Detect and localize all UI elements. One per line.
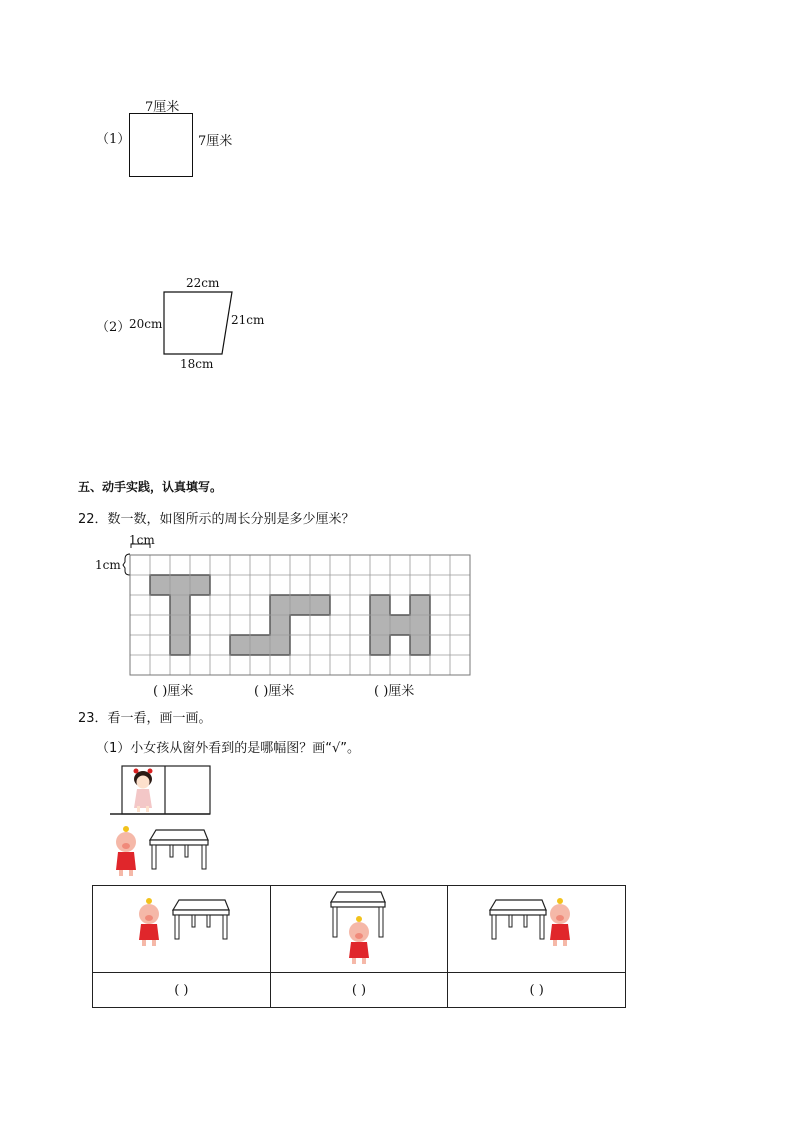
table-icon [150,830,208,869]
option-2-answer[interactable]: ( ) [270,973,448,1008]
h-shape [370,595,430,655]
pig-icon [349,916,369,964]
figure1-label: （1） [96,132,131,147]
figure2-top-label: 22cm [186,276,220,290]
table-icon [490,900,546,939]
choice-table [92,885,626,1008]
option-3-answer[interactable]: ( ) [448,973,626,1008]
q22-text: 22．数一数，如图所示的周长分别是多少厘米？ [78,512,355,527]
q22-answer-2[interactable]: ( )厘米 [254,684,295,699]
figure1-top-label: 7厘米 [145,100,180,115]
window-scene [110,762,215,882]
figure2-label: （2） [96,320,131,335]
table-icon [173,900,229,939]
figure1-right-label: 7厘米 [198,134,233,149]
figure2-bottom-label: 18cm [180,357,214,371]
section5-title: 五、动手实践，认真填写。 [78,480,223,494]
q22-answer-3[interactable]: ( )厘米 [374,684,415,699]
figure2-left-label: 20cm [129,317,163,331]
option-1-picture [93,886,271,973]
pig-icon [139,898,159,946]
pig-icon [116,826,136,876]
option-2-picture [270,886,448,973]
q22-answer-1[interactable]: ( )厘米 [153,684,194,699]
option-1-answer[interactable]: ( ) [93,973,271,1008]
q23-sub1: （1）小女孩从窗外看到的是哪幅图？画“√”。 [96,741,361,756]
q22-unit-left: 1cm [95,558,121,572]
step-shape [230,595,330,655]
option-3-picture [448,886,626,973]
pig-icon [550,898,570,946]
figure2-right-label: 21cm [231,313,265,327]
q23-text: 23．看一看，画一画。 [78,711,212,726]
q22-unit-top: 1cm [129,533,155,547]
